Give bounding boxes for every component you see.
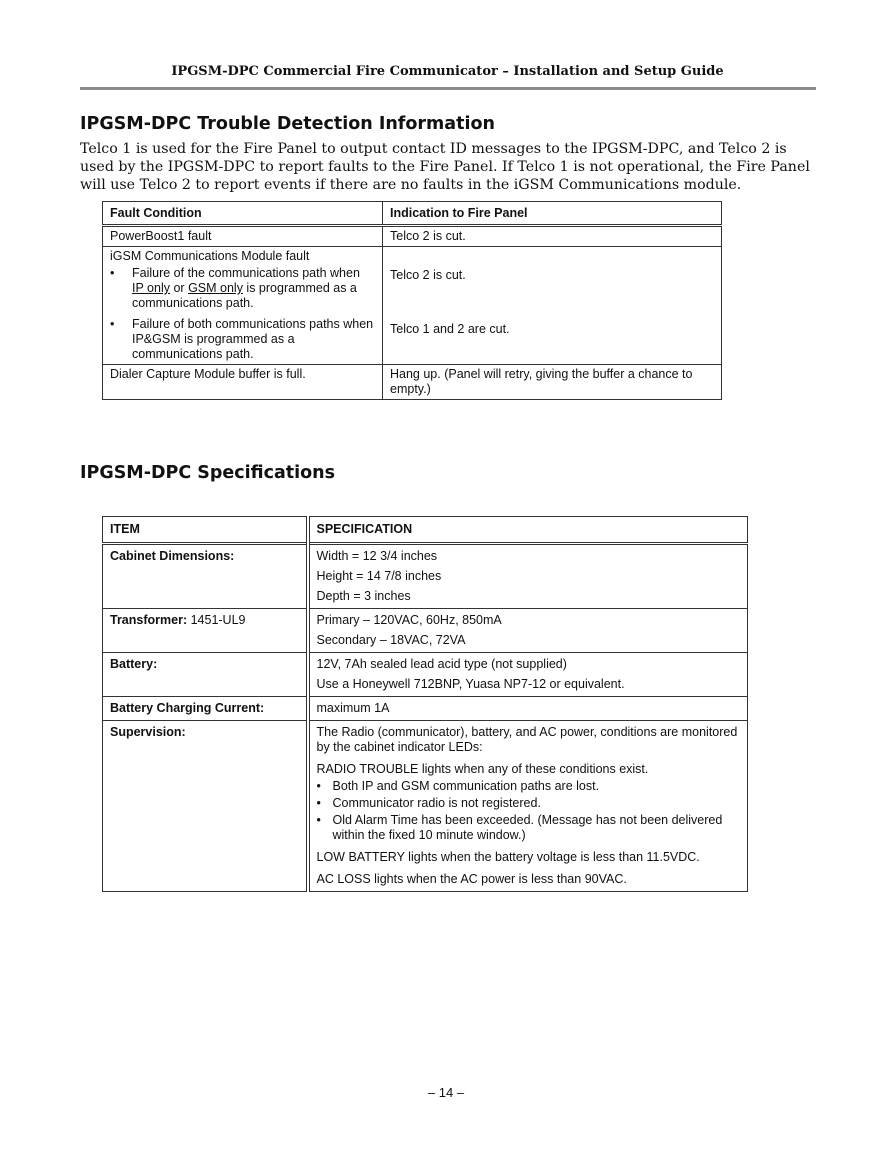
spec-paragraph: LOW BATTERY lights when the battery voltage is less than 11.5VDC. bbox=[316, 850, 700, 864]
specifications-table bbox=[102, 516, 748, 892]
spec-paragraph: The Radio (communicator), battery, and AC power, conditions are monitored by the cabinet indicator LEDs: bbox=[316, 725, 738, 754]
item-label: Transformer: 1451-UL9 bbox=[103, 609, 308, 653]
bullet-text: Failure of both communications paths when IP&GSM is programmed as a communications path. bbox=[132, 317, 374, 361]
running-header: IPGSM-DPC Commercial Fire Communicator – Installation and Setup Guide bbox=[171, 64, 724, 79]
table-row bbox=[103, 544, 748, 609]
bullet-icon: • bbox=[316, 796, 321, 810]
item-label: Cabinet Dimensions: bbox=[103, 544, 308, 609]
bullet-icon: • bbox=[110, 266, 115, 280]
indication-cell bbox=[383, 247, 722, 365]
bullet-text: Failure of the communications path when IP only or GSM only is programmed as a communications path. bbox=[132, 266, 360, 310]
fault-condition-table bbox=[102, 201, 722, 400]
table-row bbox=[103, 721, 748, 892]
bullet-item bbox=[317, 779, 741, 794]
item-label: Battery: bbox=[103, 653, 308, 697]
spec-cell bbox=[308, 697, 748, 721]
bullet-item bbox=[110, 317, 375, 362]
bullet-icon: • bbox=[316, 813, 321, 827]
spec-cell bbox=[308, 609, 748, 653]
underlined-term: GSM only bbox=[188, 281, 243, 295]
table-header-row bbox=[103, 517, 748, 544]
bullet-item bbox=[110, 266, 375, 311]
spec-line: Width = 12 3/4 inches bbox=[316, 549, 438, 563]
underlined-term: IP only bbox=[132, 281, 170, 295]
fault-title: iGSM Communications Module fault bbox=[110, 249, 310, 263]
trouble-detection-heading: IPGSM-DPC Trouble Detection Information bbox=[80, 114, 495, 134]
fault-cell bbox=[103, 247, 383, 365]
specifications-heading: IPGSM-DPC Specifications bbox=[80, 463, 336, 483]
radio-trouble-text: RADIO TROUBLE lights when any of these conditions exist. bbox=[316, 762, 649, 776]
table-row bbox=[103, 653, 748, 697]
trouble-intro-paragraph: Telco 1 is used for the Fire Panel to output contact ID messages to the IPGSM-DPC, and Telco 2 is used by the IPGSM-DPC to report faults to the Fire Panel. If Telco 1 is not operational, the Fire Panel will use Telco 2 to report events if there are no faults in the iGSM Communications module. bbox=[80, 141, 810, 193]
spec-line: Use a Honeywell 712BNP, Yuasa NP7-12 or equivalent. bbox=[316, 677, 625, 691]
bullet-item bbox=[317, 796, 741, 811]
table-row bbox=[103, 697, 748, 721]
bullet-icon: • bbox=[110, 317, 115, 331]
indication-cell: Telco 2 is cut. bbox=[383, 226, 722, 247]
spec-cell bbox=[308, 653, 748, 697]
table-header-row bbox=[103, 202, 722, 226]
spec-cell bbox=[308, 544, 748, 609]
spec-cell bbox=[308, 721, 748, 892]
bullet-text: Both IP and GSM communication paths are lost. bbox=[332, 779, 600, 793]
spec-line: Depth = 3 inches bbox=[316, 589, 411, 603]
spec-line: maximum 1A bbox=[316, 701, 390, 715]
fault-cell: Dialer Capture Module buffer is full. bbox=[103, 365, 383, 400]
column-header-item: ITEM bbox=[103, 517, 308, 544]
bullet-item bbox=[317, 813, 741, 843]
item-label: Battery Charging Current: bbox=[103, 697, 308, 721]
table-row bbox=[103, 365, 722, 400]
header-rule bbox=[80, 87, 816, 90]
spec-paragraph bbox=[317, 762, 741, 843]
column-header-indication: Indication to Fire Panel bbox=[383, 202, 722, 226]
table-row bbox=[103, 609, 748, 653]
bullet-text: Communicator radio is not registered. bbox=[332, 796, 541, 810]
indication-text: Telco 2 is cut. bbox=[390, 268, 466, 282]
spec-line: Height = 14 7/8 inches bbox=[316, 569, 442, 583]
bullet-icon: • bbox=[316, 779, 321, 793]
table-row bbox=[103, 247, 722, 365]
spec-line: Secondary – 18VAC, 72VA bbox=[316, 633, 466, 647]
spec-line: Primary – 120VAC, 60Hz, 850mA bbox=[316, 613, 502, 627]
indication-text: Telco 1 and 2 are cut. bbox=[390, 322, 510, 336]
indication-cell: Hang up. (Panel will retry, giving the buffer a chance to empty.) bbox=[383, 365, 722, 400]
column-header-specification: SPECIFICATION bbox=[308, 517, 748, 544]
spec-line: 12V, 7Ah sealed lead acid type (not supplied) bbox=[316, 657, 567, 671]
bullet-text: Old Alarm Time has been exceeded. (Message has not been delivered within the fixed 10 minute window.) bbox=[332, 813, 723, 842]
column-header-fault-condition: Fault Condition bbox=[103, 202, 383, 226]
table-row bbox=[103, 226, 722, 247]
spec-paragraph: AC LOSS lights when the AC power is less than 90VAC. bbox=[316, 872, 627, 886]
page-number: – 14 – bbox=[427, 1085, 465, 1100]
item-label: Supervision: bbox=[103, 721, 308, 892]
fault-cell: PowerBoost1 fault bbox=[103, 226, 383, 247]
transformer-model: 1451-UL9 bbox=[187, 613, 246, 627]
